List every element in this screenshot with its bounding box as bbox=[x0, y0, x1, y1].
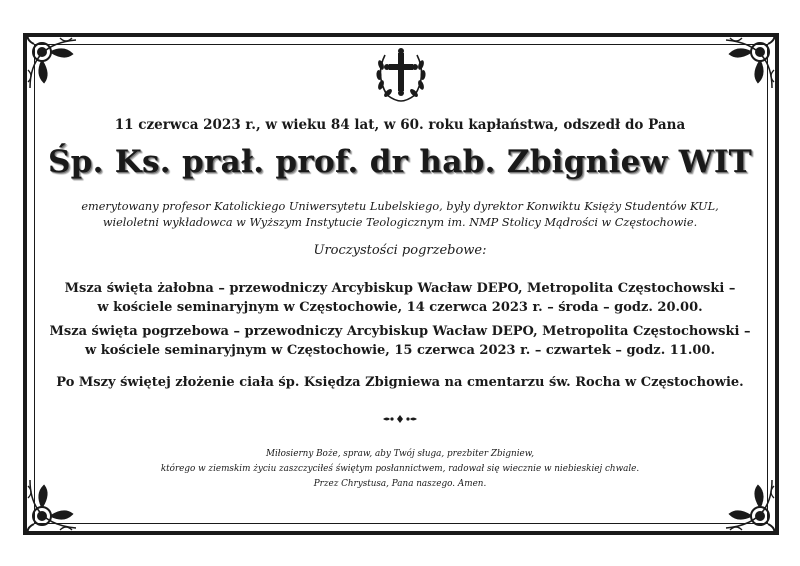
biography bbox=[40, 199, 760, 231]
ornamental-corner-top-left-icon bbox=[20, 30, 90, 100]
cross-with-laurel-wreath-icon bbox=[373, 45, 429, 105]
biography-line: emerytowany profesor Katolickiego Uniwersytetu Lubelskiego, były dyrektor Konwiktu Księży Studentów KUL, bbox=[81, 200, 719, 213]
burial-info: Po Mszy świętej złożenie ciała śp. Księdza Zbigniewa na cmentarzu św. Rocha w Częstochowie. bbox=[56, 375, 744, 390]
prayer-line: Przez Chrystusa, Pana naszego. Amen. bbox=[313, 479, 487, 489]
ceremony-line: w kościele seminaryjnym w Częstochowie, 15 czerwca 2023 r. – czwartek – godz. 11.00. bbox=[85, 343, 715, 358]
closing-prayer bbox=[40, 447, 760, 492]
biography-line: wieloletni wykładowca w Wyższym Instytucie Teologicznym im. NMP Stolicy Mądrości w Częstochowie. bbox=[102, 216, 698, 229]
ceremony-line: w kościele seminaryjnym w Częstochowie, 14 czerwca 2023 r. – środa – godz. 20.00. bbox=[97, 300, 703, 315]
ceremonies-title: Uroczystości pogrzebowe: bbox=[313, 243, 487, 258]
ceremony-item bbox=[40, 279, 760, 317]
prayer-line: którego w ziemskim życiu zaszczyciłeś świętym posłannictwem, radował się wiecznie w niebieskiej chwale. bbox=[160, 464, 640, 474]
ceremony-line: Msza święta żałobna – przewodniczy Arcybiskup Wacław DEPO, Metropolita Częstochowski – bbox=[64, 281, 736, 296]
ornamental-corner-top-right-icon bbox=[712, 30, 782, 100]
ceremony-line: Msza święta pogrzebowa – przewodniczy Arcybiskup Wacław DEPO, Metropolita Częstochowski – bbox=[49, 324, 751, 339]
ceremony-item bbox=[40, 322, 760, 360]
date-line: 11 czerwca 2023 r., w wieku 84 lat, w 60. roku kapłaństwa, odszedł do Pana bbox=[114, 117, 686, 133]
prayer-line: Miłosierny Boże, spraw, aby Twój sługa, prezbiter Zbigniew, bbox=[265, 449, 535, 459]
deceased-name: Śp. Ks. prał. prof. dr hab. Zbigniew WIT bbox=[47, 144, 753, 180]
floral-divider-icon bbox=[381, 414, 419, 424]
